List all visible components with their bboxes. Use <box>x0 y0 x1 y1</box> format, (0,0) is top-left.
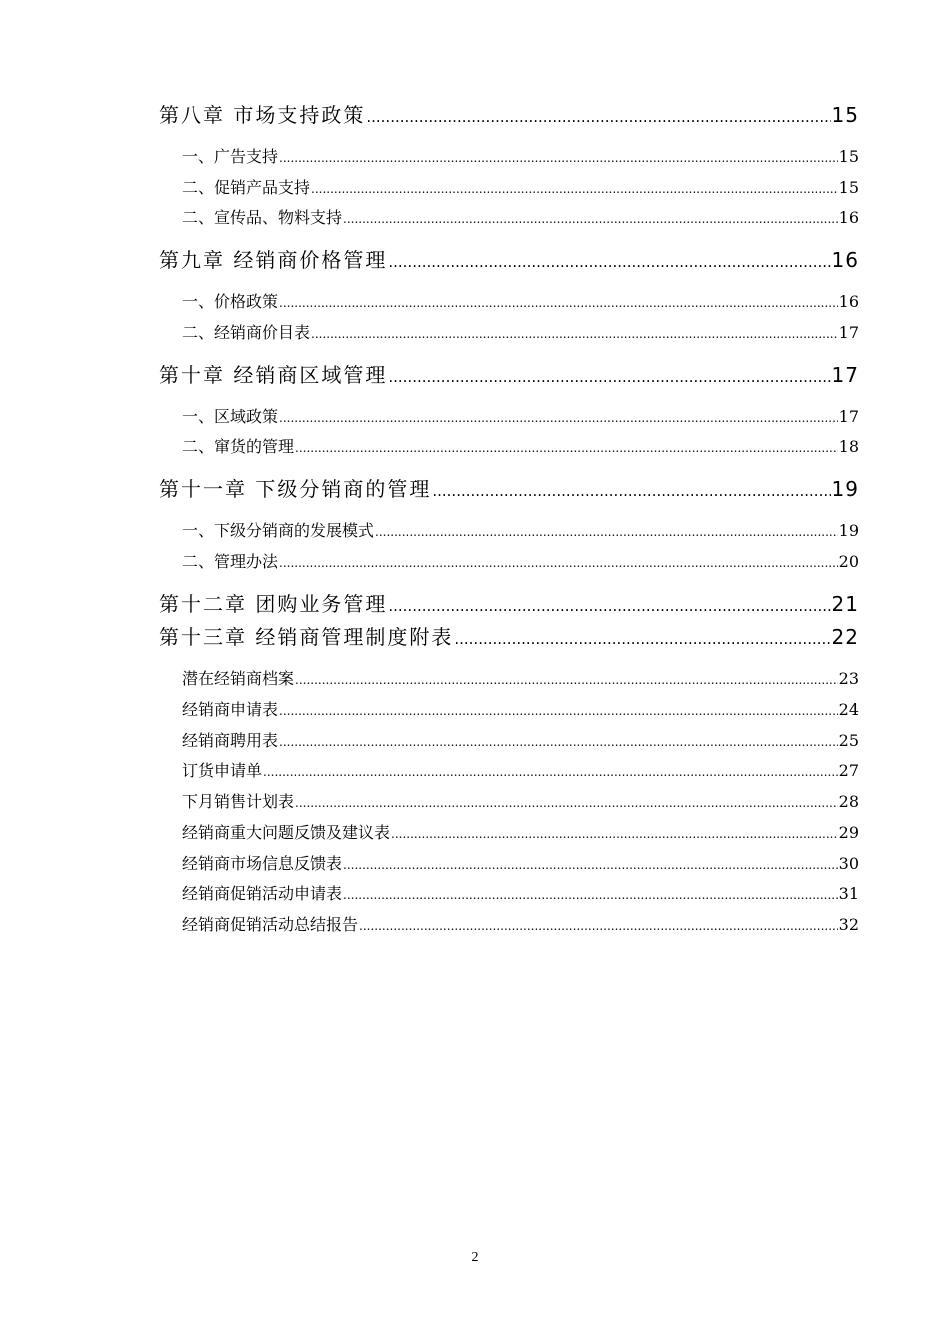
dot-leader <box>388 253 830 270</box>
dot-leader <box>279 151 838 165</box>
toc-entry-page: 19 <box>831 477 859 499</box>
toc-entry-title: 一、价格政策 <box>182 292 279 311</box>
toc-entry-title: 第十二章 团购业务管理 <box>159 592 388 614</box>
toc-entry-page: 27 <box>838 761 859 780</box>
toc-entry-title: 二、管理办法 <box>182 552 279 571</box>
dot-leader <box>343 212 838 226</box>
dot-leader <box>366 108 830 125</box>
toc-section-entry[interactable] <box>182 518 859 540</box>
toc-entry-title: 经销商申请表 <box>182 700 279 719</box>
toc-section-entry[interactable] <box>182 289 859 311</box>
dot-leader <box>263 765 838 779</box>
toc-entry-title: 经销商聘用表 <box>182 731 279 750</box>
dot-leader <box>295 441 838 455</box>
toc-entry-title: 一、下级分销商的发展模式 <box>182 521 375 540</box>
toc-appendix-entry[interactable] <box>182 666 859 688</box>
dot-leader <box>295 796 838 810</box>
toc-entry-page: 25 <box>838 731 859 750</box>
toc-entry-page: 16 <box>838 292 859 311</box>
dot-leader <box>454 630 830 647</box>
toc-entry-title: 经销商促销活动申请表 <box>182 884 343 903</box>
toc-entry-page: 17 <box>831 363 859 385</box>
page-number: 2 <box>471 1250 479 1265</box>
toc-entry-page: 17 <box>838 407 859 426</box>
toc-entry-page: 23 <box>838 669 859 688</box>
toc-chapter-entry[interactable] <box>159 473 859 499</box>
toc-entry-title: 第十三章 经销商管理制度附表 <box>159 625 454 647</box>
toc-entry-page: 17 <box>838 323 859 342</box>
toc-entry-page: 18 <box>838 437 859 456</box>
toc-entry-page: 19 <box>838 521 859 540</box>
toc-section-entry[interactable] <box>182 144 859 166</box>
dot-leader <box>388 597 830 614</box>
toc-entry-title: 一、区域政策 <box>182 407 279 426</box>
toc-entry-page: 28 <box>838 792 859 811</box>
toc-section-entry[interactable] <box>182 175 859 197</box>
dot-leader <box>375 525 838 539</box>
toc-section-entry[interactable] <box>182 549 859 571</box>
toc-entry-title: 一、广告支持 <box>182 147 279 166</box>
toc-entry-page: 32 <box>838 915 859 934</box>
toc-entry-page: 21 <box>831 592 859 614</box>
toc-appendix-entry[interactable] <box>182 728 859 750</box>
toc-entry-page: 24 <box>838 700 859 719</box>
toc-chapter-entry[interactable] <box>159 621 859 647</box>
toc-section-entry[interactable] <box>182 320 859 342</box>
dot-leader <box>388 368 830 385</box>
toc-section-entry[interactable] <box>182 404 859 426</box>
toc-entry-title: 第十一章 下级分销商的管理 <box>159 477 432 499</box>
toc-entry-title: 订货申请单 <box>182 761 263 780</box>
toc-appendix-entry[interactable] <box>182 851 859 873</box>
toc-appendix-entry[interactable] <box>182 912 859 934</box>
dot-leader <box>311 327 838 341</box>
toc-entry-title: 二、窜货的管理 <box>182 437 295 456</box>
toc-entry-page: 20 <box>838 552 859 571</box>
toc-chapter-entry[interactable] <box>159 244 859 270</box>
dot-leader <box>279 556 838 570</box>
dot-leader <box>279 296 838 310</box>
dot-leader <box>359 919 838 933</box>
dot-leader <box>343 888 838 902</box>
dot-leader <box>279 735 838 749</box>
toc-entry-title: 经销商促销活动总结报告 <box>182 915 359 934</box>
dot-leader <box>432 482 830 499</box>
toc-entry-title: 二、促销产品支持 <box>182 178 311 197</box>
toc-appendix-entry[interactable] <box>182 697 859 719</box>
toc-entry-title: 第八章 市场支持政策 <box>159 103 366 125</box>
toc-section-entry[interactable] <box>182 205 859 227</box>
toc-entry-title: 下月销售计划表 <box>182 792 295 811</box>
dot-leader <box>343 858 838 872</box>
toc-chapter-entry[interactable] <box>159 99 859 125</box>
dot-leader <box>279 411 838 425</box>
toc-entry-page: 16 <box>838 208 859 227</box>
dot-leader <box>279 704 838 718</box>
toc-entry-page: 30 <box>838 854 859 873</box>
toc-section-entry[interactable] <box>182 434 859 456</box>
dot-leader <box>295 673 838 687</box>
toc-entry-title: 第九章 经销商价格管理 <box>159 248 388 270</box>
toc-entry-title: 二、宣传品、物料支持 <box>182 208 343 227</box>
toc-entry-page: 15 <box>838 147 859 166</box>
toc-appendix-entry[interactable] <box>182 820 859 842</box>
dot-leader <box>391 827 838 841</box>
toc-entry-title: 经销商重大问题反馈及建议表 <box>182 823 391 842</box>
toc-entry-title: 二、经销商价目表 <box>182 323 311 342</box>
toc-appendix-entry[interactable] <box>182 758 859 780</box>
toc-entry-page: 22 <box>831 625 859 647</box>
toc-entry-page: 31 <box>838 884 859 903</box>
toc-entry-title: 第十章 经销商区域管理 <box>159 363 388 385</box>
toc-entry-page: 15 <box>831 103 859 125</box>
toc-entry-page: 29 <box>838 823 859 842</box>
toc-entry-title: 潜在经销商档案 <box>182 669 295 688</box>
toc-entry-title: 经销商市场信息反馈表 <box>182 854 343 873</box>
toc-appendix-entry[interactable] <box>182 789 859 811</box>
toc-chapter-entry[interactable] <box>159 588 859 614</box>
toc-chapter-entry[interactable] <box>159 359 859 385</box>
toc-entry-page: 15 <box>838 178 859 197</box>
toc-entry-page: 16 <box>831 248 859 270</box>
toc-appendix-entry[interactable] <box>182 881 859 903</box>
dot-leader <box>311 182 838 196</box>
